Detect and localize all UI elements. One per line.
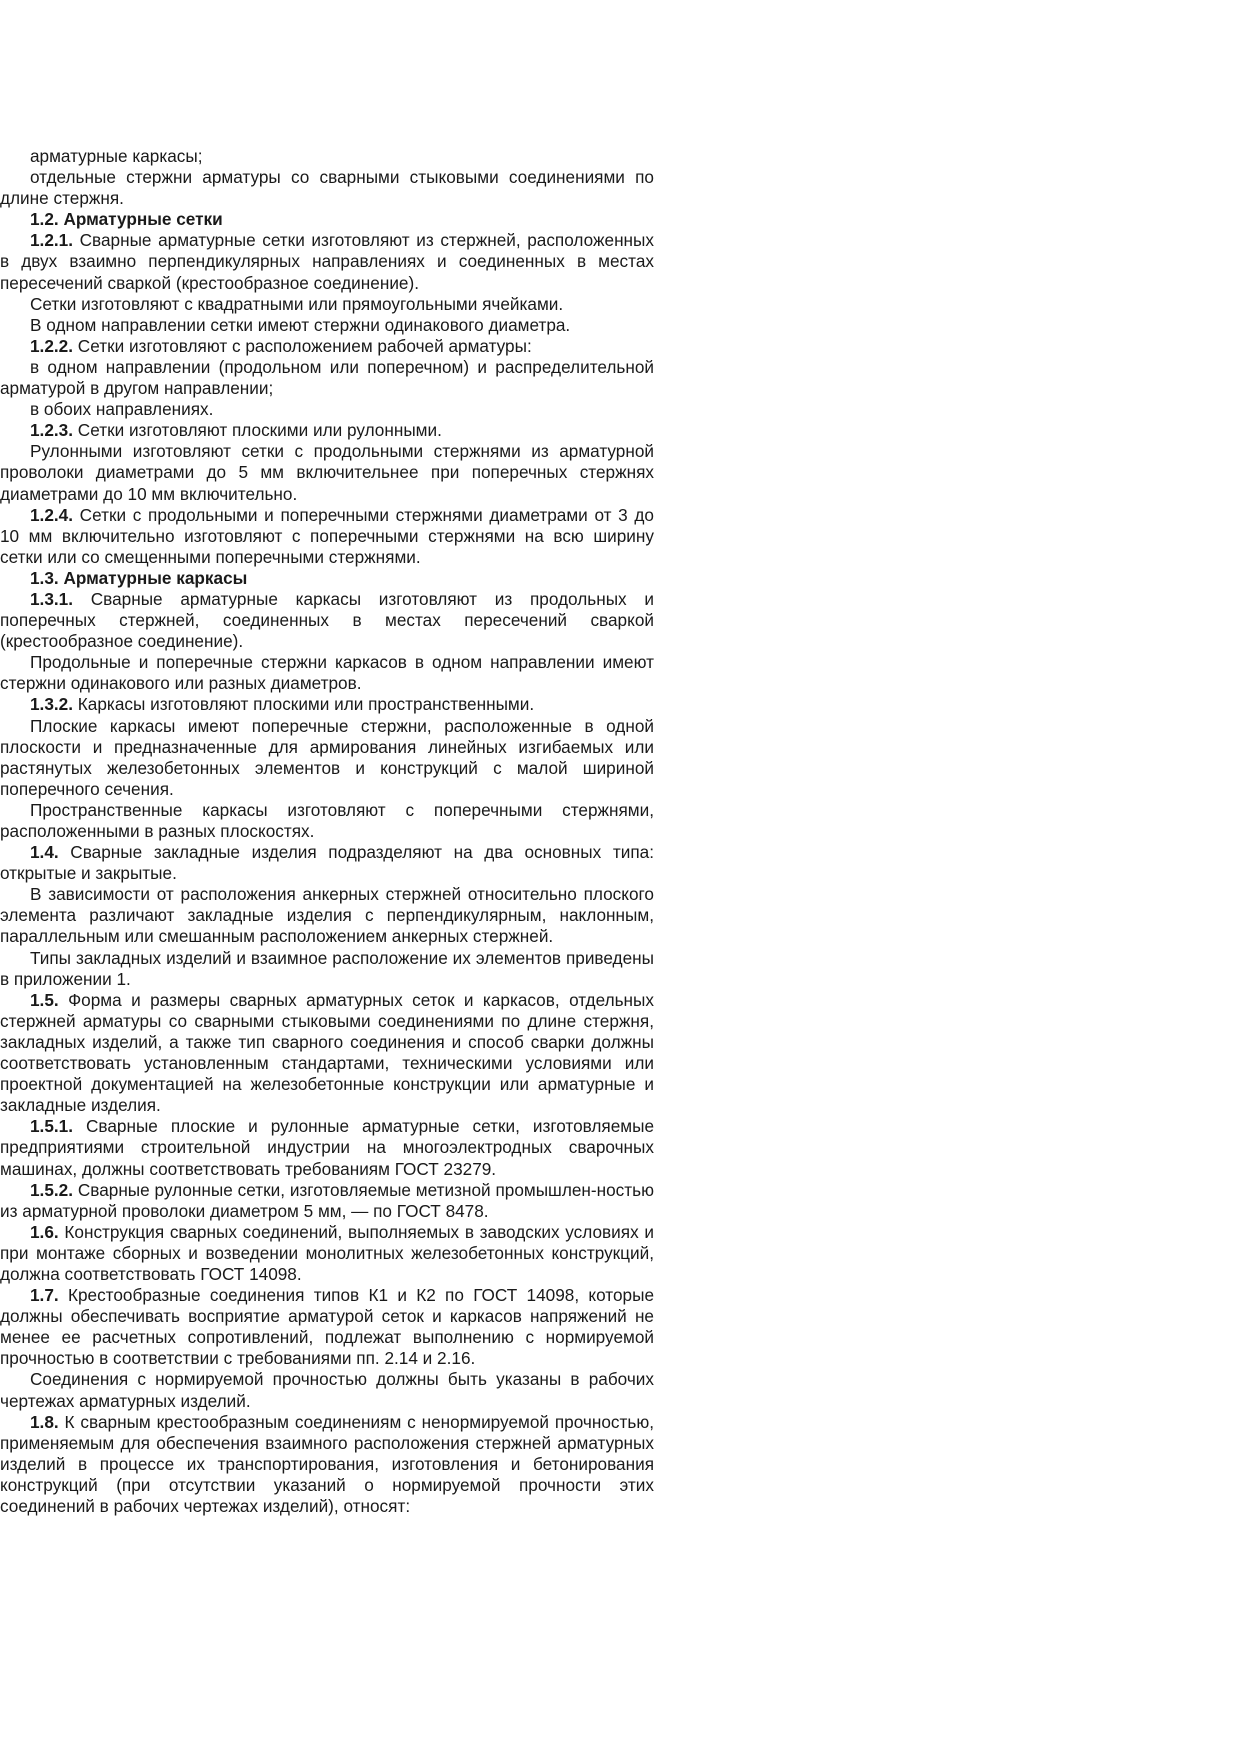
- clause-number: 1.2.3.: [30, 420, 74, 441]
- clause-number: 1.2.1.: [30, 230, 74, 251]
- paragraph: [0, 441, 654, 504]
- paragraph-text: Сварные арматурные каркасы изготовляют из продольных и поперечных стержней, соединенных в местах пересечений сваркой (крестообразное соединение).: [0, 588, 654, 652]
- paragraph: [0, 842, 654, 884]
- paragraph-text: Сетки изготовляют с расположением рабочей арматуры:: [73, 335, 532, 356]
- paragraph-text: Сварные арматурные сетки изготовляют из стержней, расположенных в двух взаимно перпендикулярных направлениях и соединенных в местах пересечений сваркой (крестообразное соединение).: [0, 230, 654, 293]
- paragraph: [0, 948, 654, 990]
- paragraph: [0, 716, 654, 800]
- paragraph-text: в обоих направлениях.: [30, 399, 214, 420]
- paragraph-text: Рулонными изготовляют сетки с продольными стержнями из арматурной проволоки диаметрами до 5 мм включительнее при поперечных стержнях диаметрами до 10 мм включительно.: [0, 441, 654, 504]
- paragraph-text: Каркасы изготовляют плоскими или пространственными.: [73, 694, 535, 715]
- paragraph-text: Сетки изготовляют с квадратными или прямоугольными ячейками.: [30, 293, 564, 314]
- clause-number: 1.5.1.: [30, 1116, 74, 1137]
- paragraph: [0, 146, 654, 167]
- paragraph: [0, 1116, 654, 1179]
- paragraph-text: К сварным крестообразным соединениям с ненормируемой прочностью, применяемым для обеспечения взаимного расположения стержней арматурных изделий в процессе их транспортирования, изготовления и бетонирования конструкций (при отсутствии указаний о нормируемой прочности этих соединений в рабочих чертежах изделий), относят:: [0, 1411, 654, 1516]
- paragraph-text: Сетки с продольными и поперечными стержнями диаметрами от 3 до 10 мм включительно изготовляют с поперечными стержнями на всю ширину сетки или со смещенными поперечными стержнями.: [0, 504, 654, 567]
- paragraph: [0, 357, 654, 399]
- paragraph-text: отдельные стержни арматуры со сварными стыковыми соединениями по длине стержня.: [0, 167, 654, 209]
- paragraph: [0, 230, 654, 293]
- paragraph-text: В зависимости от расположения анкерных стержней относительно плоского элемента различают закладные изделия с перпендикулярным, наклонным, параллельным или смешанным расположением анкерных стержней.: [0, 884, 654, 947]
- paragraph-text: Сварные закладные изделия подразделяют на два основных типа: открытые и закрытые.: [0, 842, 654, 884]
- section-heading: [0, 568, 654, 589]
- clause-number: 1.3.1.: [30, 588, 74, 609]
- paragraph: [0, 800, 654, 842]
- paragraph-text: В одном направлении сетки имеют стержни одинакового диаметра.: [30, 314, 571, 335]
- paragraph: [0, 294, 654, 315]
- paragraph-text: Типы закладных изделий и взаимное расположение их элементов приведены в приложении 1.: [0, 947, 654, 989]
- section-heading: [0, 209, 654, 230]
- paragraph: [0, 884, 654, 947]
- paragraph: [0, 420, 654, 441]
- clause-number: 1.2.4.: [30, 504, 74, 525]
- paragraph: [0, 1222, 654, 1285]
- paragraph: [0, 589, 654, 652]
- document-body: [0, 146, 654, 1517]
- clause-number: 1.6.: [30, 1221, 59, 1242]
- paragraph: [0, 336, 654, 357]
- paragraph-text: Продольные и поперечные стержни каркасов в одном направлении имеют стержни одинакового или разных диаметров.: [0, 652, 654, 694]
- paragraph-text: в одном направлении (продольном или поперечном) и распределительной арматурой в другом направлении;: [0, 356, 654, 399]
- paragraph: [0, 399, 654, 420]
- paragraph-text: Сетки изготовляют плоскими или рулонными.: [73, 420, 442, 441]
- paragraph-text: Конструкция сварных соединений, выполняемых в заводских условиях и при монтаже сборных и возведении монолитных железобетонных конструкций, должна соответствовать ГОСТ 14098.: [0, 1221, 654, 1284]
- paragraph: [0, 1285, 654, 1369]
- paragraph-text: Форма и размеры сварных арматурных сеток и каркасов, отдельных стержней арматуры со сварными стыковыми соединениями по длине стержня, закладных изделий, а также тип сварного соединения и способ сварки должны соответствовать установленным стандартами, техническими условиями или проектной документацией на железобетонные конструкции или арматурные и закладные изделия.: [0, 989, 654, 1116]
- paragraph: [0, 1412, 654, 1517]
- paragraph-text: Плоские каркасы имеют поперечные стержни, расположенные в одной плоскости и предназначенные для армирования линейных изгибаемых или растянутых железобетонных элементов и конструкций с малой шириной поперечного сечения.: [0, 715, 654, 799]
- clause-number: 1.2.2.: [30, 335, 74, 356]
- paragraph: [0, 1369, 654, 1411]
- paragraph-text: Пространственные каркасы изготовляют с поперечными стержнями, расположенными в разных плоскостях.: [0, 799, 654, 841]
- paragraph: [0, 990, 654, 1117]
- paragraph: [0, 167, 654, 209]
- clause-number: 1.8.: [30, 1411, 59, 1432]
- clause-number: 1.4.: [30, 842, 59, 863]
- paragraph-text: Крестообразные соединения типов К1 и К2 по ГОСТ 14098, которые должны обеспечивать восприятие арматурой сеток и каркасов напряжений не менее ее расчетных сопротивлений, подлежат выполнению с нормируемой прочностью в соответствии с требованиями пп. 2.14 и 2.16.: [0, 1285, 654, 1369]
- clause-number: 1.5.: [30, 989, 59, 1010]
- paragraph-text: Сварные плоские и рулонные арматурные сетки, изготовляемые предприятиями строительной индустрии на многоэлектродных сварочных машинах, должны соответствовать требованиям ГОСТ 23279.: [0, 1116, 654, 1179]
- paragraph: [0, 505, 654, 568]
- clause-number: 1.7.: [30, 1285, 59, 1306]
- clause-number: 1.5.2.: [30, 1179, 74, 1200]
- paragraph-text: Сварные рулонные сетки, изготовляемые метизной промышлен-ностью из арматурной проволоки диаметром 5 мм, — по ГОСТ 8478.: [0, 1179, 654, 1221]
- paragraph: [0, 315, 654, 336]
- clause-number: 1.3.2.: [30, 694, 74, 715]
- paragraph-text: арматурные каркасы;: [30, 146, 203, 166]
- paragraph-text: Соединения с нормируемой прочностью должны быть указаны в рабочих чертежах арматурных изделий.: [0, 1369, 654, 1411]
- paragraph: [0, 652, 654, 694]
- section-heading-text: 1.3. Арматурные каркасы: [30, 567, 248, 588]
- paragraph: [0, 694, 654, 715]
- section-heading-text: 1.2. Арматурные сетки: [30, 209, 223, 230]
- paragraph: [0, 1180, 654, 1222]
